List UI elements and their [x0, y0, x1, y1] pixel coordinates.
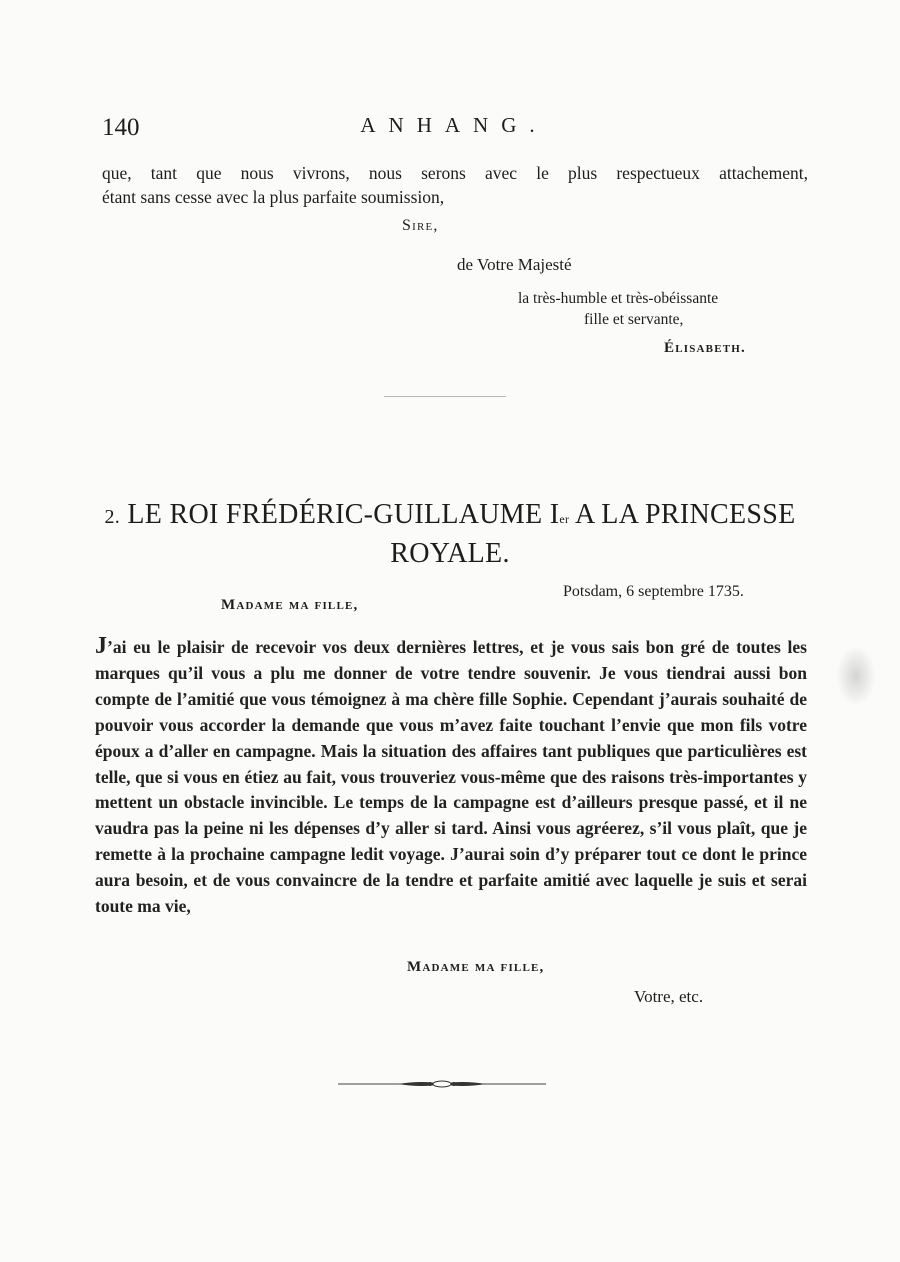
letter2-body [95, 634, 807, 920]
section-divider [384, 396, 506, 397]
letter1-text-line2: étant sans cesse avec la plus parfaite soumission, [102, 187, 445, 207]
letter2-title-line2: ROYALE. [390, 538, 510, 569]
letter2-title-sup: er [559, 512, 570, 526]
letter1-signature: Élisabeth. [664, 340, 747, 356]
letter2-dropcap: J [95, 633, 107, 659]
page-number: 140 [102, 114, 140, 141]
letter1-text-line1: que, tant que nous vivrons, nous serons avec le plus respectueux attachement, [102, 163, 808, 183]
ornamental-tailpiece [338, 1077, 546, 1091]
letter2-body-text: ’ai eu le plaisir de recevoir vos deux dernières lettres, et je vous sais bon gré de toutes les marques qu’il vous a plu me donner de votre tendre souvenir. Je vous tiendrai aussi bon compte de l’amitié que vous témoignez à ma chère fille Sophie. Cependant j’aurais souhaité de pouvoir vous accorder la demande que vous m’avez faite touchant l’envie que mon fils votre époux a d’aller en campagne. Mais la situation des affaires tant publiques que particulières est telle, que si vous en étiez au fait, vous trouveriez vous-même que des raisons très-importantes y mettent un obstacle invincible. Le temps de la campagne est d’ailleurs presque passé, et il ne vaudra pas la peine ni les dépenses d’y aller si tard. Ainsi vous agréerez, s’il vous plaît, que je remette à la prochaine campagne ledit voyage. J’aurai soin d’y préparer tout ce dont le prince aura besoin, et de vous convaincre de la tendre et parfaite amitié avec laquelle je suis et serai toute ma vie, [95, 637, 807, 917]
letter1-closing-1: de Votre Majesté [457, 255, 572, 274]
letter1-closing-2: la très-humble et très-obéissante [518, 290, 719, 307]
letter2-title-part1: LE ROI FRÉDÉRIC-GUILLAUME I [127, 499, 560, 530]
letter2-salutation: Madame ma fille, [221, 597, 359, 613]
letter2-title-part2: A LA PRINCESSE [569, 499, 796, 530]
page-smudge [836, 646, 876, 706]
letter2-closing: Votre, etc. [634, 987, 704, 1006]
letter2-place-date: Potsdam, 6 septembre 1735. [563, 583, 744, 600]
letter2-title-line1 [90, 496, 810, 536]
letter1-salutation: Sire, [402, 217, 439, 234]
letter2-closing-salutation: Madame ma fille, [407, 959, 545, 975]
letter1-closing-3: fille et servante, [584, 311, 684, 328]
letter2-number: 2. [104, 506, 121, 528]
running-title: ANHANG. [360, 113, 548, 137]
